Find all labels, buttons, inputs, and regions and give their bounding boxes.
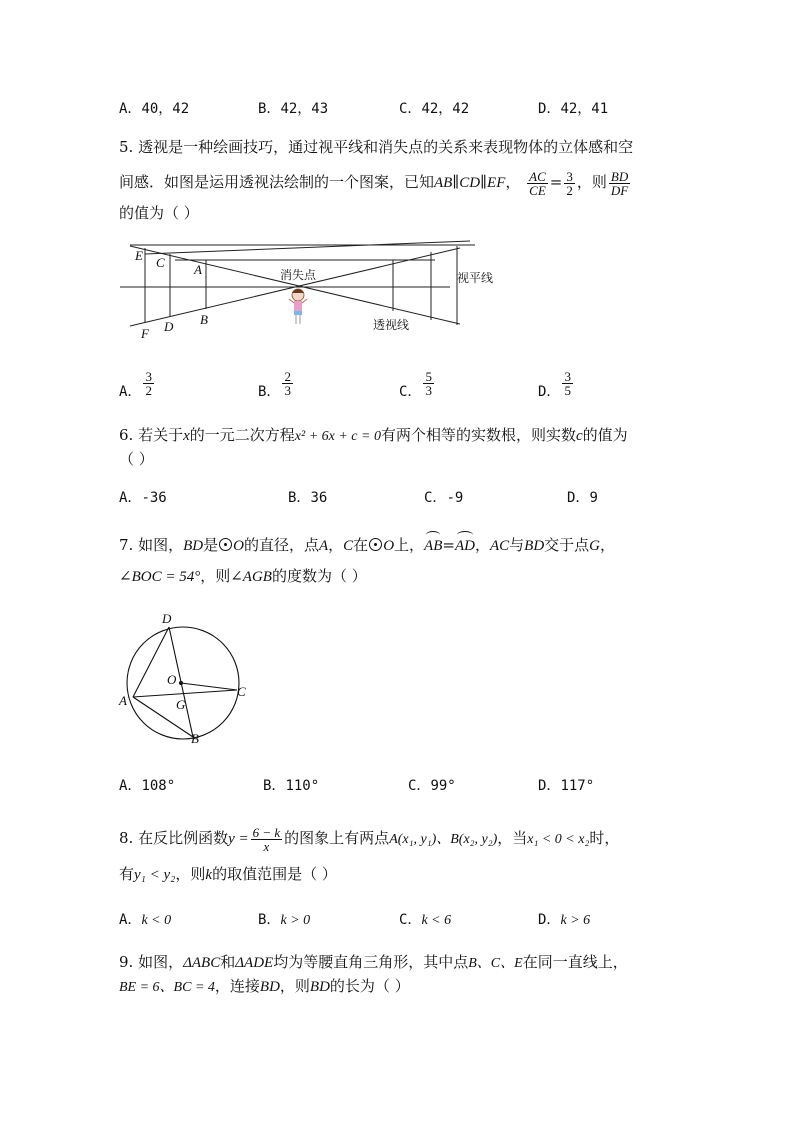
q7-option-c: C．99° <box>408 778 456 794</box>
q7-option-b: B．110° <box>263 778 320 794</box>
label-horizon: 视平线 <box>457 271 494 285</box>
q5-option-d: D． $\frac{3}{5}$ <box>538 369 571 400</box>
label-O: O <box>167 672 177 687</box>
label-perspective-line: 透视线 <box>373 318 410 332</box>
label-B: B <box>200 312 208 327</box>
q7-option-a: A．108° <box>119 778 176 794</box>
q6-option-b: B．36 <box>288 490 328 506</box>
q5-line3: 的值为（ ） <box>119 204 199 222</box>
perspective-line-top2 <box>145 241 470 254</box>
q9-line1: 9. 如图，ΔABC和ΔADE均为等腰直角三角形，其中点B、C、E在同一直线上， <box>119 953 628 971</box>
segment-AC <box>133 690 237 697</box>
label-A: A <box>119 693 127 708</box>
q8-fraction: $\frac{6 - k}{x}$ <box>252 824 281 854</box>
q5-line2: 间感．如图是运用透视法绘制的一个图案，已知AB∥CD∥EF， $\frac{AC}{CE}$ = $\frac{3}{2}$ ，则 $\frac{BD}{DF}$ <box>119 168 629 198</box>
q4-option-d: D．42，41 <box>538 101 609 117</box>
q4-option-b: B．42，43 <box>258 101 329 117</box>
q7-line1: 7. 如图，BD是 O的直径，点A，C在 O上，AB=AD，AC与BD交于点G， <box>119 536 616 554</box>
label-vanishing-point: 消失点 <box>280 268 317 282</box>
q5-option-b: B． $\frac{2}{3}$ <box>258 369 291 400</box>
label-C: C <box>156 255 165 270</box>
q8-line2: 有y₁ < y₂，则k的取值范围是（ ） <box>119 865 337 883</box>
q4-option-a: A．40，42 <box>119 101 190 117</box>
label-B: B <box>191 731 199 746</box>
q6-option-c: C．-9 <box>424 490 464 506</box>
label-E: E <box>135 248 143 263</box>
q5-option-a: A． $\frac{3}{2}$ <box>119 369 152 400</box>
q7-line2: ∠BOC = 54°，则∠AGB的度数为（ ） <box>119 567 367 585</box>
label-G: G <box>176 697 186 712</box>
circle-dot-icon <box>219 538 232 551</box>
label-A: A <box>194 262 202 277</box>
perspective-figure <box>115 236 515 346</box>
q8-option-a: A．k < 0 <box>119 912 172 928</box>
q4-option-c: C．42，42 <box>399 101 470 117</box>
q5-option-c: C． $\frac{5}{3}$ <box>399 369 432 400</box>
q9-line2: BE = 6、BC = 4，连接BD，则BD的长为（ ） <box>119 977 410 995</box>
label-D: D <box>162 611 172 626</box>
circle-figure <box>115 610 255 750</box>
center-dot <box>179 681 183 685</box>
q6-line2: （ ） <box>119 450 154 468</box>
q8-option-d: D．k > 6 <box>538 912 591 928</box>
q5-ask-fraction: $\frac{BD}{DF}$ <box>610 168 629 198</box>
girl-illustration <box>289 289 307 324</box>
q5-given-fraction: $\frac{AC}{CE}$ <box>529 168 546 198</box>
q6-option-d: D．9 <box>567 490 598 506</box>
q8-option-b: B．k > 0 <box>258 912 311 928</box>
q5-value-fraction: $\frac{3}{2}$ <box>566 168 573 198</box>
segment-OC <box>181 683 237 690</box>
label-D: D <box>164 319 174 334</box>
q8-option-c: C．k < 6 <box>399 912 452 928</box>
arc-AB: AB <box>424 538 443 554</box>
q5-line1: 5. 透视是一种绘画技巧，通过视平线和消失点的关系来表现物体的立体感和空 <box>119 138 634 156</box>
q7-option-d: D．117° <box>538 778 595 794</box>
label-F: F <box>141 326 149 341</box>
q6-option-a: A．-36 <box>119 490 167 506</box>
label-C: C <box>237 684 246 699</box>
q8-line1: 8. 在反比例函数y = $\frac{6 - k}{x}$ 的图象上有两点A(x₁, y₁)、B(x₂, y₂)，当x₁ < 0 < x₂时， <box>119 824 620 854</box>
q6-line1: 6. 若关于x的一元二次方程x² + 6x + c = 0有两个相等的实数根，则实数c的值为 <box>119 426 628 444</box>
arc-AD: AD <box>454 538 475 554</box>
circle-dot-icon <box>369 538 382 551</box>
